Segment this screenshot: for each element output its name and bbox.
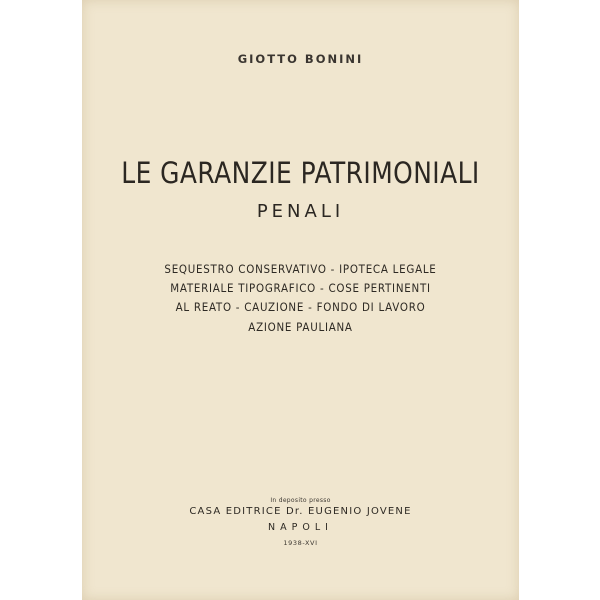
subject-line: AL REATO - CAUZIONE - FONDO DI LAVORO [175,301,426,315]
author-name: GIOTTO BONINI [237,52,364,66]
subject-line: AZIONE PAULIANA [248,320,353,334]
publication-year: 1938-XVI [283,539,318,547]
subject-line: SEQUESTRO CONSERVATIVO - IPOTECA LEGALE [164,263,437,276]
publication-city: NAPOLI [268,522,333,533]
publisher-name: CASA EDITRICE Dr. EUGENIO JOVENE [189,506,412,517]
subject-list [82,260,519,337]
book-subtitle: PENALI [256,201,345,222]
subject-line: MATERIALE TIPOGRAFICO - COSE PERTINENTI [170,282,431,296]
book-title: LE GARANZIE PATRIMONIALI [121,156,480,190]
title-page [82,0,519,600]
deposit-note: In deposito presso [270,497,331,504]
